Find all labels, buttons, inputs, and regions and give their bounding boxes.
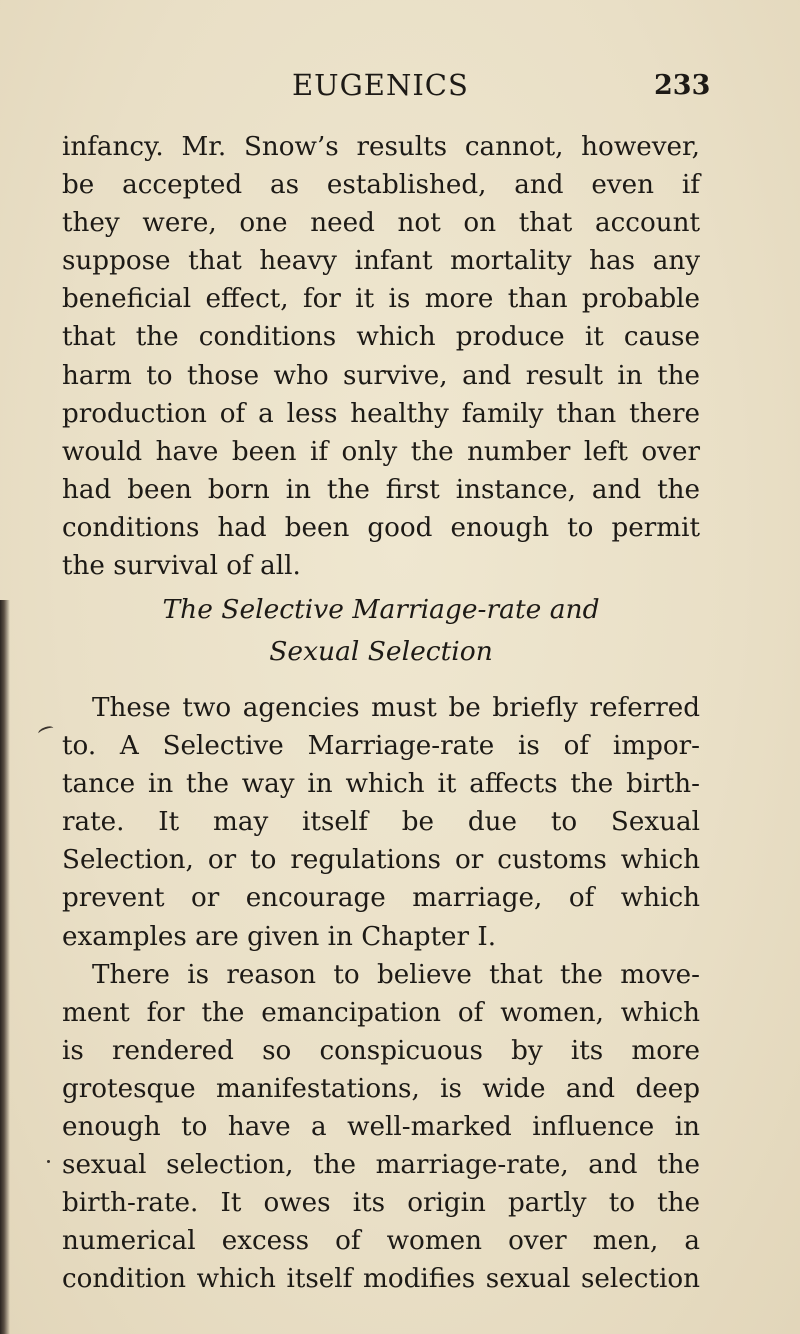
text-line: the survival of all. (62, 551, 301, 582)
text-line: they were, one need not on that account (62, 208, 700, 239)
text-line: to. A Selective Marriage-rate is of impor- (62, 731, 700, 762)
text-line: ment for the emancipation of women, which (62, 997, 700, 1028)
text-line: beneficial effect, for it is more than probable (62, 284, 700, 315)
running-head (0, 68, 800, 108)
page-number: 233 (654, 70, 711, 101)
text-line: would have been if only the number left over (62, 436, 700, 467)
text-line: is rendered so conspicuous by its more (62, 1035, 700, 1066)
text-line: grotesque manifestations, is wide and deep (62, 1073, 700, 1104)
text-line: production of a less healthy family than there (62, 398, 700, 429)
text-line: harm to those who survive, and result in the (62, 360, 700, 391)
text-line: numerical excess of women over men, a (62, 1226, 700, 1257)
section-heading-line-2: Sexual Selection (269, 636, 493, 667)
text-line: prevent or encourage marriage, of which (62, 883, 700, 914)
section-body (62, 689, 700, 1299)
text-line: examples are given in Chapter I. (62, 921, 497, 952)
section-heading-line-1: The Selective Marriage-rate and (162, 594, 600, 625)
paragraph-2 (62, 689, 700, 956)
text-line: enough to have a well-marked influence in (62, 1112, 700, 1143)
text-line: sexual selection, the marriage-rate, and the (62, 1150, 700, 1181)
text-line: be accepted as established, and even if (62, 170, 700, 201)
pencil-mark (37, 725, 55, 738)
text-line: rate. It may itself be due to Sexual (62, 807, 700, 838)
binding-shadow (0, 600, 10, 1334)
text-line: Selection, or to regulations or customs which (62, 845, 700, 876)
text-line: condition which itself modifies sexual selection (62, 1264, 700, 1295)
text-line: tance in the way in which it affects the birth- (62, 769, 700, 800)
text-line: These two agencies must be briefly referred (92, 693, 700, 723)
ink-speck (47, 1160, 50, 1163)
text-line: that the conditions which produce it cause (62, 322, 700, 353)
running-title: EUGENICS (292, 68, 469, 102)
text-line: infancy. Mr. Snow’s results cannot, however, (62, 132, 700, 162)
paragraph-3 (62, 956, 700, 1299)
paragraph-1 (62, 128, 700, 585)
text-line: suppose that heavy infant mortality has any (62, 246, 700, 277)
text-line: had been born in the first instance, and the (62, 474, 700, 505)
text-line: conditions had been good enough to permit (62, 512, 700, 543)
text-line: There is reason to believe that the move- (92, 959, 700, 990)
text-line: birth-rate. It owes its origin partly to the (62, 1188, 700, 1219)
